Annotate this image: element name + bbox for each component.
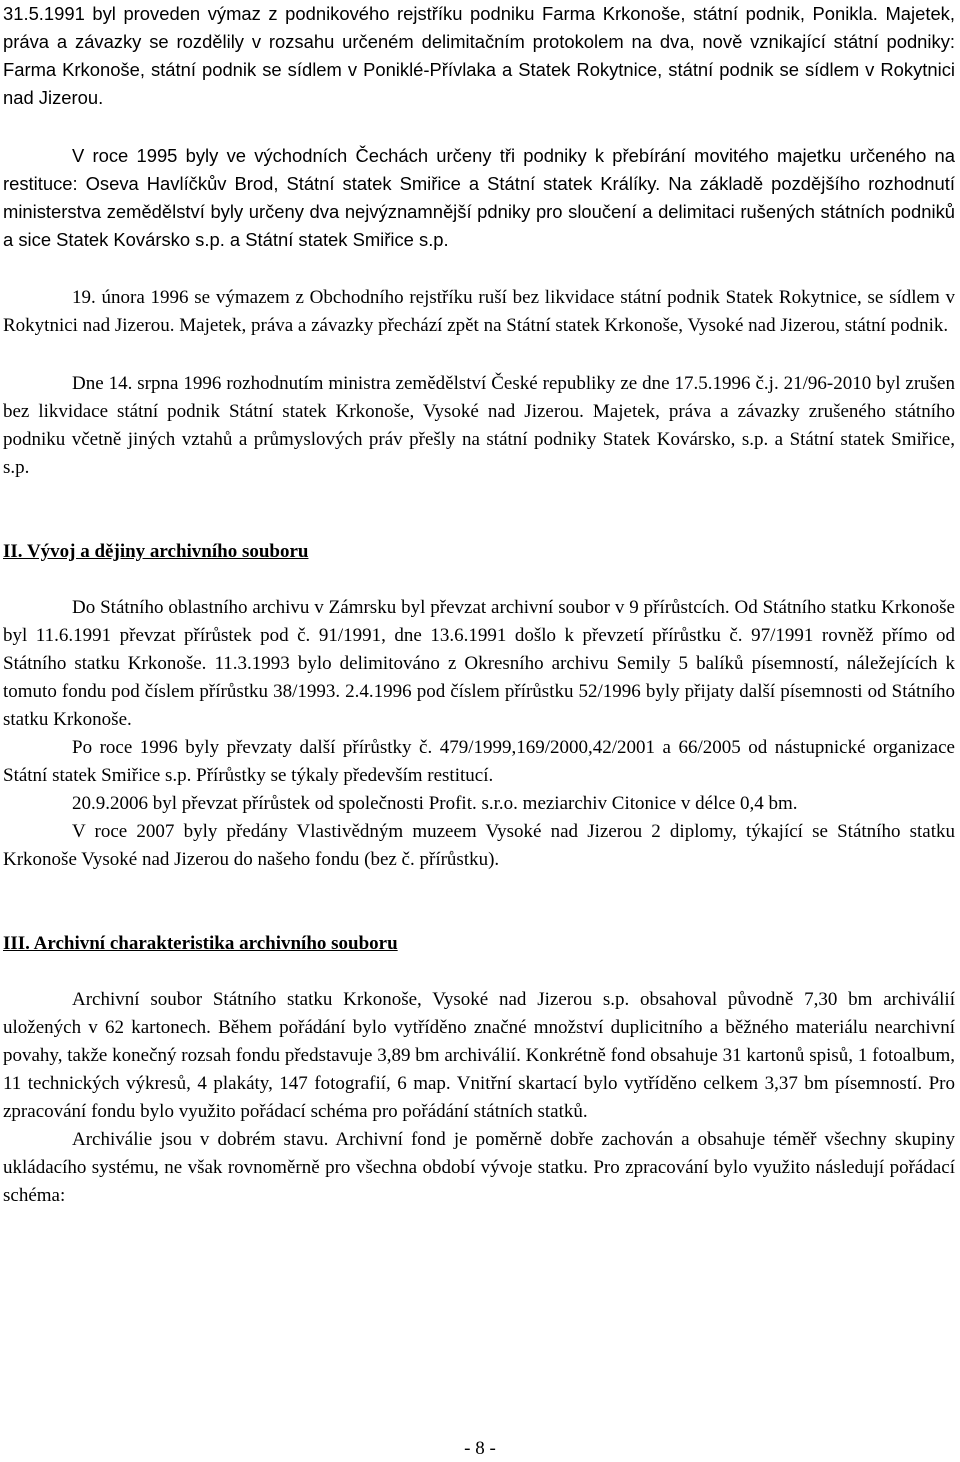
document-page bbox=[3, 0, 955, 1210]
section-heading-archive-characteristics: III. Archivní charakteristika archivního souboru bbox=[3, 933, 398, 954]
paragraph-deletion-1996: 19. února 1996 se výmazem z Obchodního rejstříku ruší bez likvidace státní podnik Statek Rokytnice, se sídlem v Rokytnici nad Jizerou. Majetek, práva a závazky přechází zpět na Státní statek Krkonoše, Vysoké nad Jizerou, státní podnik. bbox=[3, 287, 955, 336]
spacer bbox=[3, 482, 955, 538]
spacer bbox=[3, 112, 955, 142]
paragraph-later-accessions: Po roce 1996 byly převzaty další přírůstky č. 479/1999,169/2000,42/2001 a 66/2005 od nástupnické organizace Státní statek Smiřice s.p. Přírůstky se týkaly především restitucí. bbox=[3, 737, 955, 786]
spacer bbox=[3, 340, 955, 370]
paragraph-fond-condition: Archiválie jsou v dobrém stavu. Archivní fond je poměrně dobře zachován a obsahuje téměř všechny skupiny ukládacího systému, ne však rovnoměrně pro všechna období vývoje statku. Pro zpracování bylo využito následují pořádací schéma: bbox=[3, 1129, 955, 1206]
paragraph-restitution-1995: V roce 1995 byly ve východních Čechách určeny tři podniky k přebírání movitého majetku určeného na restituce: Oseva Havlíčkův Brod, Státní statek Smiřice a Státní statek Králíky. Na základě pozdějšího rozhodnutí ministerstva zemědělství byly určeny dva nejvýznamnější pdniky pro sloučení a delimitaci rušených státních podniků a sice Statek Kovársko s.p. a Státní statek Smiřice s.p. bbox=[3, 145, 955, 250]
paragraph-ministry-decision-1996: Dne 14. srpna 1996 rozhodnutím ministra zemědělství České republiky ze dne 17.5.1996 č.j. 21/96-2010 byl zrušen bez likvidace státní podnik Státní statek Krkonoše, Vysoké nad Jizerou. Majetek, práva a závazky zrušeného státního podniku včetně jiných vztahů a průmyslových práv přešly na státní podniky Statek Kovársko, s.p. a Státní statek Smiřice, s.p. bbox=[3, 373, 955, 478]
paragraph-museum-diplomas: V roce 2007 byly předány Vlastivědným muzeem Vysoké nad Jizerou 2 diplomy, týkající se Státního statku Krkonoše Vysoké nad Jizerou do našeho fondu (bez č. přírůstku). bbox=[3, 821, 955, 870]
paragraph-fond-contents: Archivní soubor Státního statku Krkonoše, Vysoké nad Jizerou s.p. obsahoval původně 7,30 bm archiválií uložených v 62 kartonech. Během pořádání bylo vytříděno značné množství duplicitního a běžného materiálu nearchivní povahy, takže konečný rozsah fondu představuje 3,89 bm archiválií. Konkrétně fond obsahuje 31 kartonů spisů, 1 fotoalbum, 11 technických výkresů, 4 plakáty, 147 fotografií, 6 map. Vnitřní skartací bylo vytříděno celkem 3,37 bm písemností. Pro zpracování fondu bylo využito pořádací schéma pro pořádání státních statků. bbox=[3, 989, 955, 1122]
paragraph-company-deletion-1991: 31.5.1991 byl proveden výmaz z podnikového rejstříku podniku Farma Krkonoše, státní podnik, Ponikla. Majetek, práva a závazky se rozdělily v rozsahu určeném delimitačním protokolem na dva, nově vznikající státní podniky: Farma Krkonoše, státní podnik se sídlem v Poniklé-Přívlaka a Statek Rokytnice, státní podnik se sídlem v Rokytnici nad Jizerou. bbox=[3, 3, 955, 108]
spacer bbox=[3, 958, 955, 986]
page-number: - 8 - bbox=[464, 1438, 496, 1459]
spacer bbox=[3, 566, 955, 594]
spacer bbox=[3, 874, 955, 930]
spacer bbox=[3, 254, 955, 284]
section-heading-archive-history: II. Vývoj a dějiny archivního souboru bbox=[3, 541, 309, 562]
paragraph-archive-accessions: Do Státního oblastního archivu v Zámrsku byl převzat archivní soubor v 9 přírůstcích. Od Státního statku Krkonoše byl 11.6.1991 převzat přírůstek pod č. 91/1991, dne 13.6.1991 došlo k převzetí přírůstku č. 97/1991 rovněž přímo od Státního statku Krkonoše. 11.3.1993 bylo delimitováno z Okresního archivu Semily 5 balíků písemností, náležejících k tomuto fondu pod číslem přírůstku 38/1993. 2.4.1996 pod číslem přírůstku 52/1996 byly přijaty další písemnosti od Státního statku Krkonoše. bbox=[3, 597, 955, 730]
paragraph-profit-accession: 20.9.2006 byl převzat přírůstek od společnosti Profit. s.r.o. meziarchiv Citonice v délce 0,4 bm. bbox=[72, 793, 798, 814]
